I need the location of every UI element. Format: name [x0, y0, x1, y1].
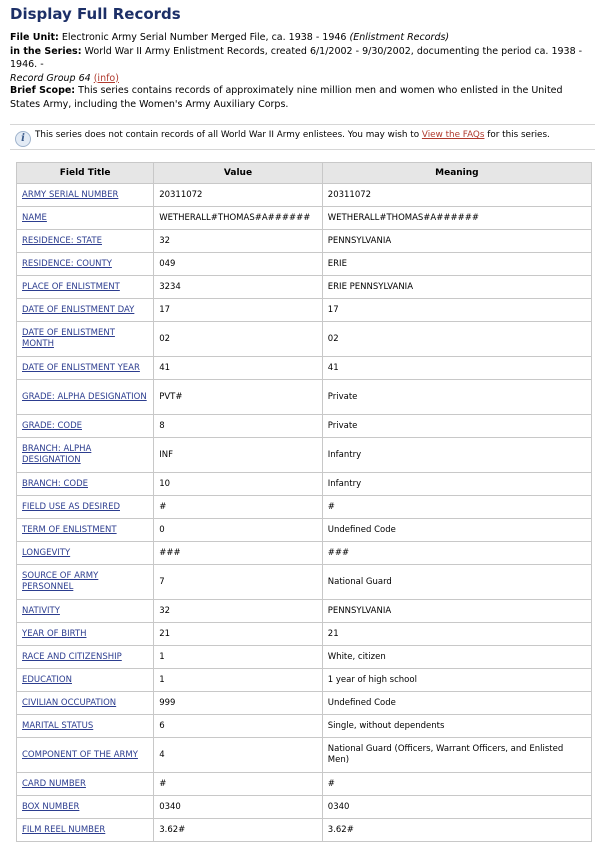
file-unit-label: File Unit: [10, 32, 59, 43]
value-cell: 20311072 [154, 184, 323, 207]
record-group-line [10, 72, 595, 86]
value-cell: 02 [154, 322, 323, 357]
table-row [17, 207, 592, 230]
value-cell: # [154, 496, 323, 519]
field-title-link[interactable]: LONGEVITY [22, 547, 71, 558]
field-title-cell [17, 253, 154, 276]
header-field-title: Field Title [17, 163, 154, 184]
field-title-cell [17, 773, 154, 796]
meaning-cell: ### [322, 542, 591, 565]
field-title-link[interactable]: GRADE: ALPHA DESIGNATION [22, 391, 147, 402]
field-title-link[interactable]: CARD NUMBER [22, 778, 86, 789]
file-unit-italic: (Enlistment Records) [349, 32, 450, 43]
notice-text: This series does not contain records of all World War II Army enlistees. You may wish to [35, 130, 420, 140]
table-header-row [17, 163, 592, 184]
field-title-link[interactable]: DATE OF ENLISTMENT MONTH [22, 328, 115, 349]
value-cell: 10 [154, 473, 323, 496]
field-title-cell [17, 276, 154, 299]
value-cell: 3234 [154, 276, 323, 299]
value-cell: # [154, 773, 323, 796]
value-cell: 049 [154, 253, 323, 276]
table-row [17, 322, 592, 357]
field-title-link[interactable]: FIELD USE AS DESIRED [22, 501, 120, 512]
field-title-link[interactable]: MARITAL STATUS [22, 720, 94, 731]
value-cell: 0340 [154, 796, 323, 819]
table-row [17, 380, 592, 415]
meaning-cell: WETHERALL#THOMAS#A###### [322, 207, 591, 230]
series-notice [10, 124, 595, 150]
table-row [17, 646, 592, 669]
field-title-cell [17, 207, 154, 230]
meaning-cell: Private [322, 415, 591, 438]
meaning-cell: Undefined Code [322, 519, 591, 542]
value-cell: WETHERALL#THOMAS#A###### [154, 207, 323, 230]
meaning-cell: 20311072 [322, 184, 591, 207]
value-cell: ### [154, 542, 323, 565]
meaning-cell: # [322, 773, 591, 796]
field-title-link[interactable]: BRANCH: CODE [22, 478, 88, 489]
record-group: Record Group 64 [10, 72, 91, 84]
field-title-cell [17, 623, 154, 646]
series-text: World War II Army Enlistment Records, created 6/1/2002 - 9/30/2002, documenting the period ca. 1938 - 1946. - [10, 45, 583, 70]
field-title-cell [17, 669, 154, 692]
page-title: Display Full Records [10, 5, 181, 23]
value-cell: 21 [154, 623, 323, 646]
meaning-cell: National Guard (Officers, Warrant Officers, and Enlisted Men) [322, 738, 591, 773]
field-title-cell [17, 738, 154, 773]
field-title-link[interactable]: BRANCH: ALPHA DESIGNATION [22, 444, 92, 465]
meaning-cell: 3.62# [322, 819, 591, 842]
value-cell: 6 [154, 715, 323, 738]
meaning-cell: Undefined Code [322, 692, 591, 715]
field-title-cell [17, 322, 154, 357]
table-row [17, 692, 592, 715]
field-title-link[interactable]: SOURCE OF ARMY PERSONNEL [22, 571, 99, 592]
meaning-cell: PENNSYLVANIA [322, 230, 591, 253]
field-title-link[interactable]: RACE AND CITIZENSHIP [22, 651, 122, 662]
field-title-cell [17, 819, 154, 842]
meaning-cell: 1 year of high school [322, 669, 591, 692]
series-line [10, 45, 595, 72]
field-title-link[interactable]: NAME [22, 212, 47, 223]
meaning-cell: ERIE [322, 253, 591, 276]
meaning-cell: National Guard [322, 565, 591, 600]
meaning-cell: ERIE PENNSYLVANIA [322, 276, 591, 299]
scope-label: Brief Scope: [10, 85, 76, 96]
scope-text: This series contains records of approximately nine million men and women who enlisted in the United States Army, including the Women's Army Auxiliary Corps. [10, 85, 563, 110]
header-value: Value [154, 163, 323, 184]
table-row [17, 519, 592, 542]
field-title-cell [17, 600, 154, 623]
value-cell: PVT# [154, 380, 323, 415]
table-row [17, 438, 592, 473]
meaning-cell: Single, without dependents [322, 715, 591, 738]
field-title-link[interactable]: EDUCATION [22, 674, 72, 685]
field-title-link[interactable]: ARMY SERIAL NUMBER [22, 189, 119, 200]
table-row [17, 496, 592, 519]
table-row [17, 276, 592, 299]
table-row [17, 253, 592, 276]
records-table [16, 162, 592, 842]
table-row [17, 669, 592, 692]
table-row [17, 542, 592, 565]
table-row [17, 600, 592, 623]
value-cell: INF [154, 438, 323, 473]
value-cell: 32 [154, 600, 323, 623]
meaning-cell: 41 [322, 357, 591, 380]
meaning-cell: PENNSYLVANIA [322, 600, 591, 623]
field-title-cell [17, 796, 154, 819]
field-title-cell [17, 299, 154, 322]
meaning-cell: 02 [322, 322, 591, 357]
table-row [17, 623, 592, 646]
field-title-link[interactable]: DATE OF ENLISTMENT DAY [22, 304, 135, 315]
table-row [17, 357, 592, 380]
value-cell: 8 [154, 415, 323, 438]
value-cell: 1 [154, 669, 323, 692]
field-title-cell [17, 357, 154, 380]
header-meaning: Meaning [322, 163, 591, 184]
value-cell: 0 [154, 519, 323, 542]
brief-scope [10, 84, 595, 112]
field-title-cell [17, 496, 154, 519]
field-title-cell [17, 230, 154, 253]
series-label: in the Series: [10, 45, 82, 57]
meaning-cell: 21 [322, 623, 591, 646]
table-row [17, 819, 592, 842]
field-title-cell [17, 565, 154, 600]
field-title-link[interactable]: RESIDENCE: STATE [22, 235, 102, 246]
value-cell: 4 [154, 738, 323, 773]
field-title-link[interactable]: FILM REEL NUMBER [22, 824, 106, 835]
view-faqs-link[interactable]: View the FAQs [421, 130, 485, 140]
field-title-link[interactable]: DATE OF ENLISTMENT YEAR [22, 362, 140, 373]
file-unit-line [10, 31, 595, 45]
field-title-link[interactable]: BOX NUMBER [22, 801, 80, 812]
field-title-cell [17, 184, 154, 207]
field-title-link[interactable]: YEAR OF BIRTH [22, 628, 87, 639]
field-title-link[interactable]: GRADE: CODE [22, 420, 82, 431]
record-metadata [10, 31, 595, 85]
field-title-link[interactable]: TERM OF ENLISTMENT [22, 524, 117, 535]
value-cell: 999 [154, 692, 323, 715]
table-row [17, 230, 592, 253]
table-row [17, 773, 592, 796]
value-cell: 32 [154, 230, 323, 253]
field-title-cell [17, 473, 154, 496]
table-row [17, 738, 592, 773]
field-title-cell [17, 519, 154, 542]
field-title-cell [17, 542, 154, 565]
value-cell: 7 [154, 565, 323, 600]
field-title-cell [17, 415, 154, 438]
field-title-link[interactable]: COMPONENT OF THE ARMY [22, 749, 138, 760]
meaning-cell: # [322, 496, 591, 519]
table-row [17, 715, 592, 738]
table-row [17, 565, 592, 600]
table-row [17, 796, 592, 819]
meaning-cell: 17 [322, 299, 591, 322]
file-unit-text: Electronic Army Serial Number Merged File, ca. 1938 - 1946 [61, 32, 347, 43]
notice-text-line [35, 129, 550, 141]
table-row [17, 473, 592, 496]
meaning-cell: White, citizen [322, 646, 591, 669]
value-cell: 1 [154, 646, 323, 669]
meaning-cell: Infantry [322, 473, 591, 496]
meaning-cell: Private [322, 380, 591, 415]
table-row [17, 184, 592, 207]
info-icon: i [15, 131, 31, 147]
table-row [17, 415, 592, 438]
field-title-link[interactable]: CIVILIAN OCCUPATION [22, 697, 117, 708]
value-cell: 3.62# [154, 819, 323, 842]
field-title-cell [17, 380, 154, 415]
field-title-link[interactable]: PLACE OF ENLISTMENT [22, 281, 120, 292]
field-title-cell [17, 646, 154, 669]
field-title-cell [17, 715, 154, 738]
field-title-cell [17, 438, 154, 473]
field-title-link[interactable]: RESIDENCE: COUNTY [22, 258, 112, 269]
meaning-cell: Infantry [322, 438, 591, 473]
field-title-link[interactable]: NATIVITY [22, 605, 60, 616]
info-link[interactable]: (info) [93, 72, 119, 84]
meaning-cell: 0340 [322, 796, 591, 819]
value-cell: 17 [154, 299, 323, 322]
value-cell: 41 [154, 357, 323, 380]
field-title-cell [17, 692, 154, 715]
notice-tail: for this series. [487, 130, 550, 140]
table-row [17, 299, 592, 322]
